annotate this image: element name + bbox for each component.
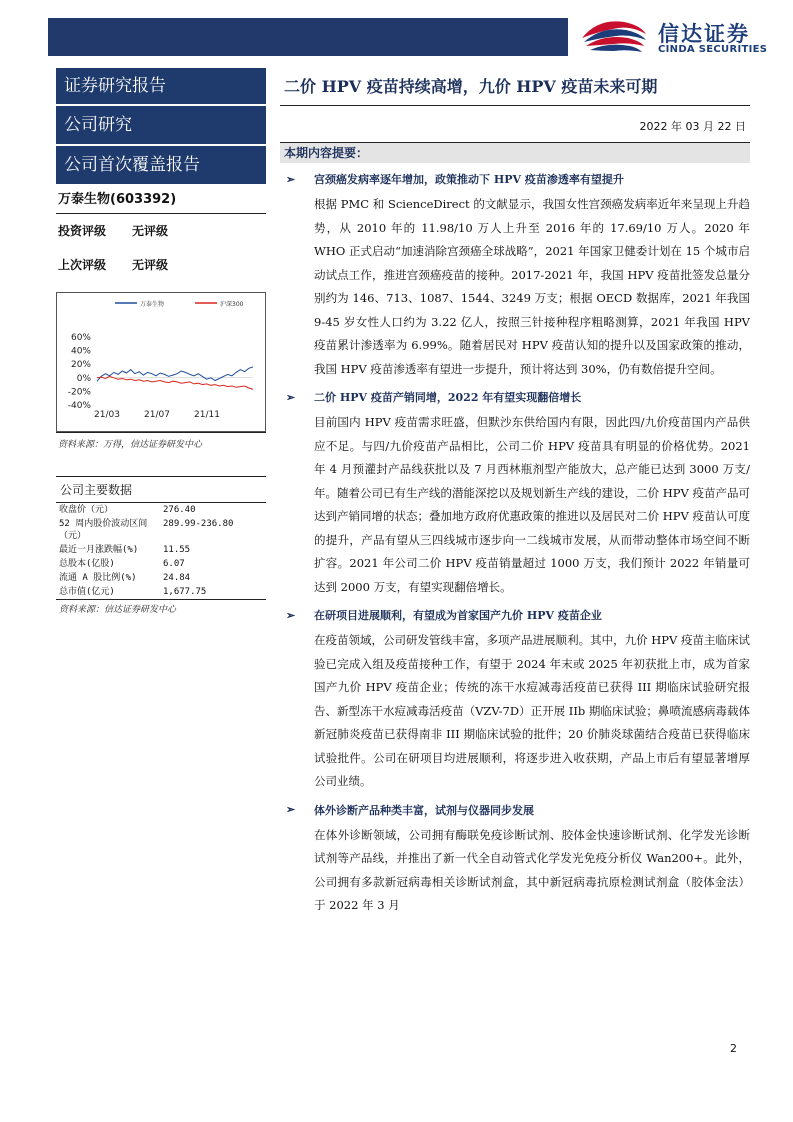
data-key: 收盘价（元） (59, 505, 114, 515)
key-data-title: 公司主要数据 (56, 476, 266, 503)
stock-chart-svg (57, 293, 265, 431)
y-tick-label: 0% (76, 373, 91, 384)
arrow-bullet-icon: ➢ (286, 390, 296, 404)
x-tick-label: 21/03 (94, 410, 120, 420)
arrow-bullet-icon: ➢ (286, 608, 296, 622)
section-heading-text: 体外诊断产品种类丰富，试剂与仪器同步发展 (314, 803, 534, 817)
legend-label: 万泰生物 (140, 301, 165, 308)
arrow-bullet-icon: ➢ (286, 803, 296, 816)
data-value: 6.07 (163, 559, 185, 569)
table-row (56, 543, 266, 557)
coverage-type-label: 公司首次覆盖报告 (56, 146, 266, 184)
research-type-label: 公司研究 (56, 106, 266, 144)
section-body: 根据 PMC 和 ScienceDirect 的文献显示，我国女性宫颈癌发病率近年来呈现上升趋势，从 2010 年的 11.98/10 万人上升至 2016 年的 17.69/10 万人。2020 年 WHO 正式启动“加速消除宫颈癌全球战略”，2021 年国家卫健委计划在 15 个城市启动试点工作，推进宫颈癌疫苗的接种。2017-2021 年，我国 HPV 疫苗批签发总量分别约为 146、713、1087、1544、3249 万支；根据 OECD 数据库，2021 年我国 9-45 岁女性人口约为 3.22 亿人，按照三针接种程序粗略测算，2021 年我国 HPV 疫苗累计渗透率为 6.99%。随着居民对 HPV 疫苗认知的提升以及国家政策的推动，我国 HPV 疫苗渗透率有望进一步提升，预计将达到 30%，仍有数倍提升空间。 (314, 197, 750, 376)
y-tick-label: 40% (70, 346, 91, 357)
y-tick-label: -20% (67, 387, 91, 398)
summary-section (280, 605, 750, 794)
data-value: 24.84 (163, 573, 191, 583)
series-line (97, 376, 253, 389)
data-key: 52 周内股价波动区间（元） (59, 519, 148, 541)
section-heading (280, 387, 750, 407)
y-tick-label: 60% (70, 333, 91, 343)
report-type-label: 证券研究报告 (56, 68, 266, 104)
logo-chinese-text: 信达证券 (658, 22, 750, 46)
rating-row (56, 248, 266, 282)
section-heading-text: 二价 HPV 疫苗产销同增，2022 年有望实现翻倍增长 (314, 391, 582, 404)
summary-section (280, 800, 750, 918)
section-body: 目前国内 HPV 疫苗需求旺盛，但默沙东供给国内有限，因此四/九价疫苗国内产品供应不足。与四/九价疫苗产品相比，公司二价 HPV 疫苗具有明显的价格优势。2021 年 4 月预灌封产品线获批以及 7 月西林瓶剂型产能放大，总产能已达到 3000 万支/年。随着公司已有生产线的潜能深挖以及规划新生产线的建设，二价 HPV 疫苗产品可达到产销同增的状态；叠加地方政府优惠政策的推进以及居民对二价 HPV 疫苗认可度的提升，产品有望从三四线城市逐步向一二线城市发展，从而带动整体市场空间不断扩容。2021 年公司二价 HPV 疫苗销量超过 1000 万支，我们预计 2022 年销量可达到 2000 万支，有望实现翻倍增长。 (314, 415, 750, 594)
key-data-table (56, 503, 266, 599)
x-tick-label: 21/07 (144, 410, 170, 420)
report-title: 二价 HPV 疫苗持续高增，九价 HPV 疫苗未来可期 (280, 68, 750, 106)
rating-key: 投资评级 (58, 224, 107, 238)
table-row (56, 585, 266, 599)
section-body: 在体外诊断领域，公司拥有酶联免疫诊断试剂、胶体金快速诊断试剂、化学发光诊断试剂等产品线，并推出了新一代全自动管式化学发光免疫分析仪 Wan200+。此外，公司拥有多款新冠病毒相关诊断试剂盒，其中新冠病毒抗原检测试剂盒（胶体金法）于 2022 年 3 月 (314, 827, 750, 912)
summary-section (280, 169, 750, 381)
stock-price-chart (56, 292, 266, 432)
y-tick-label: 20% (70, 360, 91, 371)
table-row (56, 571, 266, 585)
stock-name: 万泰生物(603392) (56, 186, 266, 214)
section-body: 在疫苗领域，公司研发管线丰富，多项产品进展顺利。其中，九价 HPV 疫苗主临床试验已完成入组及疫苗接种工作，有望于 2024 年末或 2025 年初获批上市，成为首家国产九价 HPV 疫苗企业；传统的冻干水痘减毒活疫苗已获得 III 期临床试验研究报告、新型冻干水痘减毒活疫苗（VZV-7D）正开展 IIb 期临床试验；鼻喷流感病毒载体新冠肺炎疫苗已获得南非 III 期临床试验的批件；20 价肺炎球菌结合疫苗已获得临床试验批件。公司在研项目均进展顺利，将逐步进入收获期，产品上市后有望显著增厚公司业绩。 (314, 633, 750, 788)
cinda-logo (580, 16, 775, 60)
section-heading (280, 800, 750, 820)
x-tick-label: 21/11 (194, 410, 220, 420)
table-row (56, 503, 266, 517)
rating-row (56, 214, 266, 248)
data-key: 流通 A 股比例(%) (59, 573, 137, 583)
rating-value: 无评级 (132, 258, 169, 272)
rating-key: 上次评级 (58, 258, 107, 272)
header-bar (48, 18, 568, 56)
data-source: 资料来源：信达证券研发中心 (56, 599, 266, 617)
rating-value: 无评级 (132, 224, 169, 238)
section-heading (280, 169, 750, 189)
report-date: 2022 年 03 月 22 日 (280, 106, 750, 143)
chart-source: 资料来源：万得，信达证券研发中心 (56, 432, 266, 454)
arrow-bullet-icon: ➢ (286, 172, 296, 186)
y-tick-label: -40% (67, 401, 91, 411)
data-key: 总股本(亿股) (59, 559, 115, 569)
legend-label: 沪深300 (220, 301, 244, 308)
section-heading-text: 宫颈癌发病率逐年增加，政策推动下 HPV 疫苗渗透率有望提升 (314, 173, 624, 186)
summary-label: 本期内容提要： (280, 143, 750, 163)
section-heading (280, 605, 750, 625)
logo-english-text: CINDA SECURITIES (658, 44, 768, 55)
table-row (56, 517, 266, 543)
data-value: 11.55 (163, 545, 191, 555)
data-value: 276.40 (163, 505, 196, 515)
cinda-logo-icon (580, 16, 648, 60)
data-value: 289.99-236.80 (163, 519, 234, 529)
table-row (56, 557, 266, 571)
main-content (280, 68, 750, 918)
summary-section (280, 387, 750, 599)
section-heading-text: 在研项目进展顺利，有望成为首家国产九价 HPV 疫苗企业 (314, 609, 602, 622)
data-value: 1,677.75 (163, 587, 207, 597)
page-number: 2 (730, 1042, 737, 1055)
sidebar (56, 68, 266, 617)
data-key: 最近一月涨跌幅(%) (59, 545, 139, 555)
data-key: 总市值(亿元) (59, 587, 115, 597)
